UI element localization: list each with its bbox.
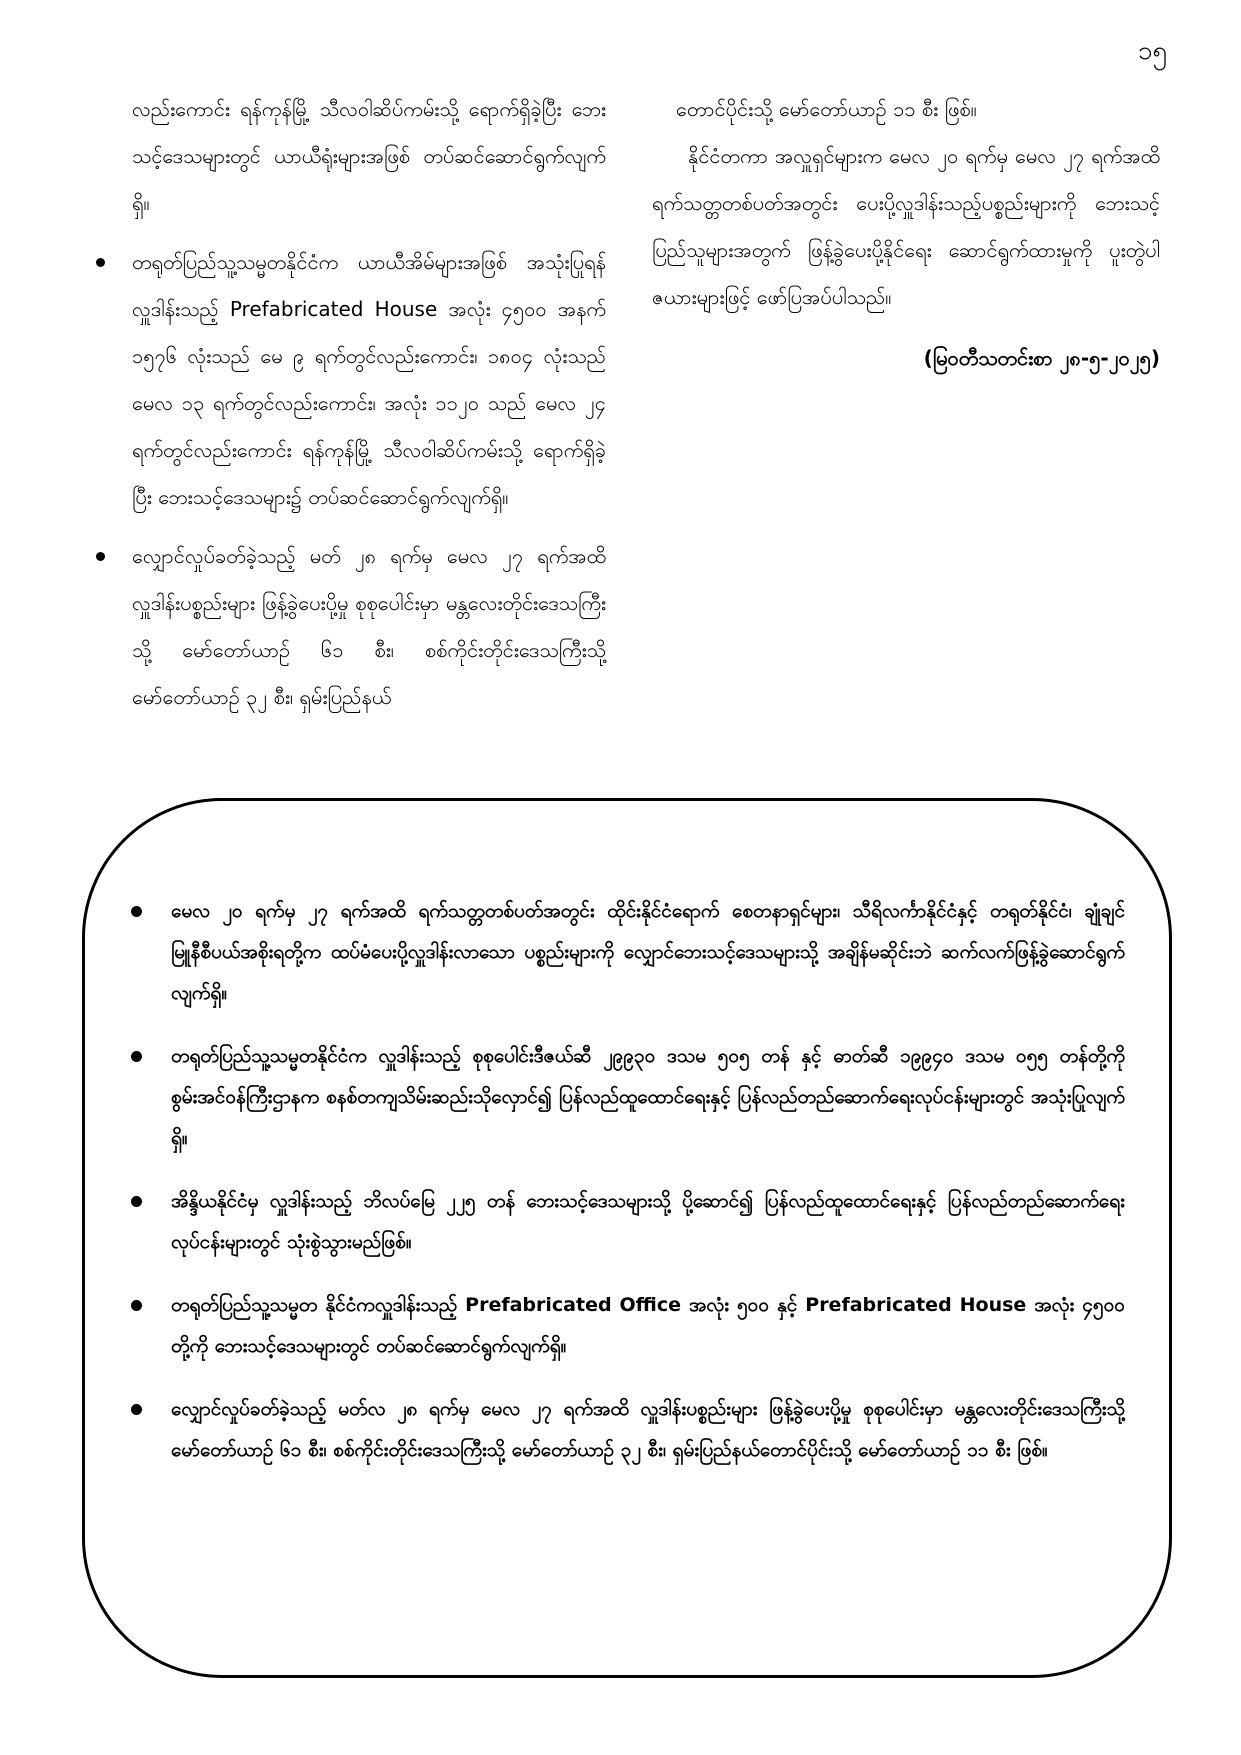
summary-item-text: တရုတ်ပြည်သူ့သမ္မတ နိုင်ငံကလှူဒါန်းသည့် Prefabricated Office အလုံး ၅၀၀ နှင့် Prefabricated House အလုံး ၄၅၀၀ တို့ကို ဘေးသင့်ဒေသများတွင် တပ်ဆင်ဆောင်ရွက်လျက်ရှိ။ <box>171 1294 1125 1357</box>
bullet-icon <box>131 1404 142 1415</box>
bullet-icon <box>131 1051 142 1062</box>
bullet-icon <box>131 906 142 917</box>
summary-list <box>125 891 1125 1493</box>
bullet-icon <box>96 258 105 267</box>
continuation-line: တောင်ပိုင်းသို့ မော်တော်ယာဉ် ၁၁ စီး ဖြစ်။ <box>676 97 977 121</box>
summary-box <box>82 798 1172 1678</box>
right-column <box>652 86 1160 382</box>
summary-item-text: မေလ ၂၀ ရက်မှ ၂၇ ရက်အထိ ရက်သတ္တတစ်ပတ်အတွင်း ထိုင်းနိုင်ငံရောက် စေတနာရှင်များ၊ သီရိလင်္ကာနိုင်ငံနှင့် တရုတ်နိုင်ငံ၊ ချုံချင်မြူနီစီပယ်အစိုးရတို့က ထပ်မံပေးပို့လှူဒါန်းလာသော ပစ္စည်းများကို လျှောင်ဘေးသင့်ဒေသများသို့ အချိန်မဆိုင်းဘဲ ဆက်လက်ဖြန့်ခွဲဆောင်ရွက်လျက်ရှိ။ <box>171 900 1125 1004</box>
bullet-icon <box>131 1300 142 1311</box>
left-column <box>96 86 606 721</box>
body-paragraph: နိုင်ငံတကာ အလှူရှင်များက မေလ ၂၀ ရက်မှ မေလ ၂၇ ရက်အထိ ရက်သတ္တတစ်ပတ်အတွင်း ပေးပို့လှူဒါန်းသည့်ပစ္စည်းများကို ဘေးသင့်ပြည်သူများအတွက် ဖြန့်ခွဲပေးပို့နိုင်ရေး ဆောင်ရွက်ထားမှုကို ပူးတွဲပါဇယားများဖြင့် ဖော်ပြအပ်ပါသည်။ <box>652 144 1160 309</box>
left-bullet-list <box>96 239 606 721</box>
summary-item <box>125 1389 1125 1471</box>
summary-item <box>125 1036 1125 1159</box>
list-item <box>96 533 606 721</box>
list-item-text: လျှောင်လှုပ်ခတ်ခဲ့သည့် မတ် ၂၈ ရက်မှ မေလ ၂၇ ရက်အထိ လှူဒါန်းပစ္စည်းများ ဖြန့်ခွဲပေးပို့မှု စုစုပေါင်းမှာ မန္တလေးတိုင်းဒေသကြီးသို့ မော်တော်ယာဉ် ၆၁ စီး၊ စစ်ကိုင်းတိုင်းဒေသကြီးသို့ မော်တော်ယာဉ် ၃၂ စီး၊ ရှမ်းပြည်နယ် <box>132 544 606 709</box>
page-number: ၁၅ <box>1137 36 1167 66</box>
bullet-icon <box>131 1196 142 1207</box>
intro-paragraph: လည်းကောင်း ရန်ကုန်မြို့ သီလဝါဆိပ်ကမ်းသို့ ရောက်ရှိခဲ့ပြီး ဘေးသင့်ဒေသများတွင် ယာယီရုံးများအဖြစ် တပ်ဆင်ဆောင်ရွက်လျက်ရှိ။ <box>132 97 606 215</box>
summary-item <box>125 891 1125 1014</box>
summary-item-text: တရုတ်ပြည်သူ့သမ္မတနိုင်ငံက လှူဒါန်းသည့် စုစုပေါင်းဒီဇယ်ဆီ ၂၉၉၃၀ ဒသမ ၅၀၅ တန် နှင့် ဓာတ်ဆီ ၁၉၉၄၀ ဒသမ ၀၅၅ တန်တို့ကို စွမ်းအင်ဝန်ကြီးဌာနက စနစ်တကျသိမ်းဆည်းသိုလှောင်၍ ပြန်လည်ထူထောင်ရေးနှင့် ပြန်လည်တည်ဆောက်ရေးလုပ်ငန်းများတွင် အသုံးပြုလျက်ရှိ။ <box>171 1045 1125 1149</box>
summary-item <box>125 1285 1125 1367</box>
source-citation: (မြဝတီသတင်းစာ ၂၈-၅-၂၀၂၅) <box>923 346 1160 370</box>
summary-item <box>125 1181 1125 1263</box>
summary-item-text: လျှောင်လှုပ်ခတ်ခဲ့သည့် မတ်လ ၂၈ ရက်မှ မေလ ၂၇ ရက်အထိ လှူဒါန်းပစ္စည်းများ ဖြန့်ခွဲပေးပို့မှု စုစုပေါင်းမှာ မန္တလေးတိုင်းဒေသကြီးသို့ မော်တော်ယာဉ် ၆၁ စီး၊ စစ်ကိုင်းတိုင်းဒေသကြီးသို့ မော်တော်ယာဉ် ၃၂ စီး၊ ရှမ်းပြည်နယ်တောင်ပိုင်းသို့ မော်တော်ယာဉ် ၁၁ စီး ဖြစ်။ <box>171 1398 1125 1461</box>
bullet-icon <box>96 552 105 561</box>
list-item <box>96 239 606 521</box>
list-item-text: တရုတ်ပြည်သူ့သမ္မတနိုင်ငံက ယာယီအိမ်များအဖြစ် အသုံးပြုရန် လှူဒါန်းသည့် Prefabricated House အလုံး ၄၅၀၀ အနက် ၁၅၇၆ လုံးသည် မေ ၉ ရက်တွင်လည်းကောင်း၊ ၁၈၀၄ လုံးသည် မေလ ၁၃ ရက်တွင်လည်းကောင်း၊ အလုံး ၁၁၂၀ သည် မေလ ၂၄ ရက်တွင်လည်းကောင်း ရန်ကုန်မြို့ သီလဝါဆိပ်ကမ်းသို့ ရောက်ရှိခဲ့ပြီး ဘေးသင့်ဒေသများ၌ တပ်ဆင်ဆောင်ရွက်လျက်ရှိ။ <box>132 250 606 509</box>
summary-item-text: အိန္ဒိယနိုင်ငံမှ လှူဒါန်းသည့် ဘိလပ်မြေ ၂၂၅ တန် ဘေးသင့်ဒေသများသို့ ပို့ဆောင်၍ ပြန်လည်ထူထောင်ရေးနှင့် ပြန်လည်တည်ဆောက်ရေးလုပ်ငန်းများတွင် သုံးစွဲသွားမည်ဖြစ်။ <box>171 1190 1125 1253</box>
